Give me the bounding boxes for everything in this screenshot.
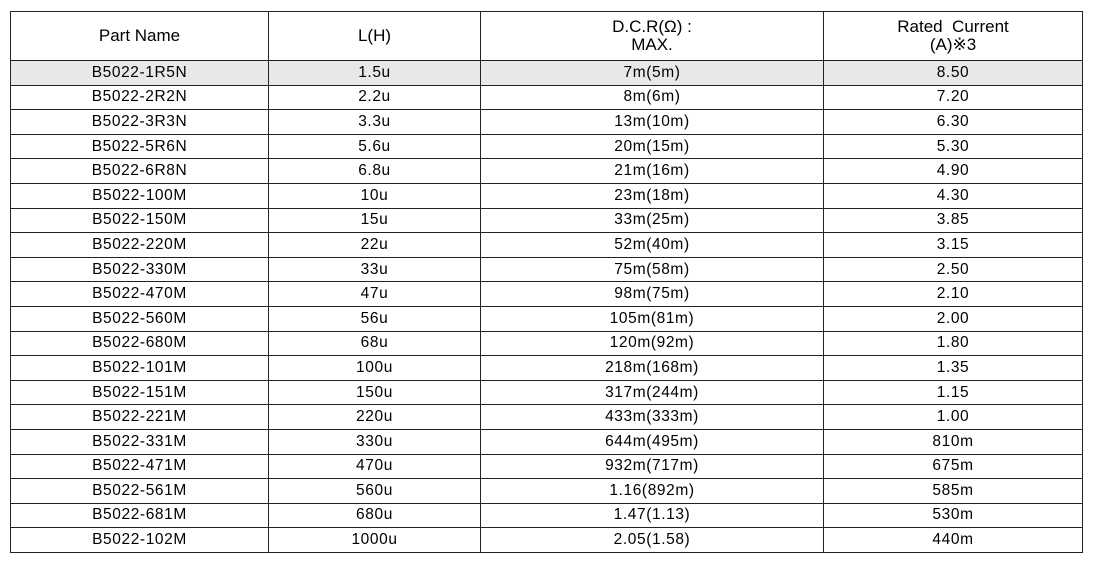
rated-current-cell: 1.00 [824, 405, 1083, 430]
header-inductance [269, 12, 481, 61]
table-row [11, 282, 1083, 307]
inductance-cell: 1000u [269, 528, 481, 553]
inductance-cell: 47u [269, 282, 481, 307]
inductance-cell: 6.8u [269, 159, 481, 184]
table-header [11, 12, 1083, 61]
inductance-cell: 680u [269, 503, 481, 528]
table-row [11, 380, 1083, 405]
dcr-cell: 21m(16m) [481, 159, 824, 184]
header-rated-current [824, 12, 1083, 61]
rated-current-cell: 810m [824, 429, 1083, 454]
dcr-cell: 218m(168m) [481, 356, 824, 381]
part-name-cell: B5022-102M [11, 528, 269, 553]
rated-current-cell: 7.20 [824, 85, 1083, 110]
inductance-cell: 220u [269, 405, 481, 430]
part-name-cell: B5022-6R8N [11, 159, 269, 184]
table-row [11, 528, 1083, 553]
rated-current-cell: 2.50 [824, 257, 1083, 282]
part-name-cell: B5022-1R5N [11, 61, 269, 86]
rated-current-cell: 2.00 [824, 306, 1083, 331]
rated-current-cell: 4.30 [824, 183, 1083, 208]
part-name-cell: B5022-331M [11, 429, 269, 454]
part-name-cell: B5022-100M [11, 183, 269, 208]
rated-current-cell: 585m [824, 479, 1083, 504]
part-name-cell: B5022-680M [11, 331, 269, 356]
part-name-cell: B5022-2R2N [11, 85, 269, 110]
rated-current-cell: 530m [824, 503, 1083, 528]
table-row [11, 429, 1083, 454]
table-row [11, 183, 1083, 208]
table-row [11, 257, 1083, 282]
dcr-cell: 13m(10m) [481, 110, 824, 135]
dcr-cell: 7m(5m) [481, 61, 824, 86]
rated-current-cell: 675m [824, 454, 1083, 479]
table-row [11, 306, 1083, 331]
rated-current-cell: 1.35 [824, 356, 1083, 381]
inductance-cell: 3.3u [269, 110, 481, 135]
header-inductance-text: L(H) [357, 26, 392, 45]
dcr-cell: 433m(333m) [481, 405, 824, 430]
dcr-cell: 33m(25m) [481, 208, 824, 233]
dcr-cell: 105m(81m) [481, 306, 824, 331]
dcr-cell: 120m(92m) [481, 331, 824, 356]
rated-current-cell: 5.30 [824, 134, 1083, 159]
table-row [11, 61, 1083, 86]
table-row [11, 331, 1083, 356]
table-row [11, 233, 1083, 258]
dcr-cell: 8m(6m) [481, 85, 824, 110]
dcr-cell: 75m(58m) [481, 257, 824, 282]
inductance-cell: 150u [269, 380, 481, 405]
table-row [11, 134, 1083, 159]
part-name-cell: B5022-221M [11, 405, 269, 430]
rated-current-cell: 2.10 [824, 282, 1083, 307]
inductance-cell: 15u [269, 208, 481, 233]
dcr-cell: 644m(495m) [481, 429, 824, 454]
dcr-cell: 52m(40m) [481, 233, 824, 258]
inductance-cell: 10u [269, 183, 481, 208]
inductance-cell: 56u [269, 306, 481, 331]
inductance-cell: 330u [269, 429, 481, 454]
table-row [11, 110, 1083, 135]
dcr-cell: 20m(15m) [481, 134, 824, 159]
table-body [11, 61, 1083, 553]
table-row [11, 405, 1083, 430]
header-row [11, 12, 1083, 61]
header-part-name-text: Part Name [98, 26, 181, 45]
header-rated-current-line-2: (A)※3 [929, 35, 977, 54]
table-row [11, 503, 1083, 528]
rated-current-cell: 3.15 [824, 233, 1083, 258]
header-dcr [481, 12, 824, 61]
table-row [11, 356, 1083, 381]
header-rated-current-line-1: Rated Current [897, 17, 1009, 36]
part-name-cell: B5022-151M [11, 380, 269, 405]
part-name-cell: B5022-471M [11, 454, 269, 479]
part-name-cell: B5022-3R3N [11, 110, 269, 135]
header-part-name [11, 12, 269, 61]
part-name-cell: B5022-220M [11, 233, 269, 258]
part-name-cell: B5022-150M [11, 208, 269, 233]
rated-current-cell: 1.80 [824, 331, 1083, 356]
rated-current-cell: 8.50 [824, 61, 1083, 86]
table-row [11, 454, 1083, 479]
inductance-cell: 33u [269, 257, 481, 282]
dcr-cell: 98m(75m) [481, 282, 824, 307]
rated-current-cell: 4.90 [824, 159, 1083, 184]
dcr-cell: 932m(717m) [481, 454, 824, 479]
inductance-cell: 5.6u [269, 134, 481, 159]
header-dcr-line-2: MAX. [631, 35, 673, 54]
table-row [11, 479, 1083, 504]
rated-current-cell: 440m [824, 528, 1083, 553]
inductance-cell: 22u [269, 233, 481, 258]
part-name-cell: B5022-560M [11, 306, 269, 331]
part-name-cell: B5022-681M [11, 503, 269, 528]
inductor-spec-table [10, 11, 1083, 553]
dcr-cell: 1.16(892m) [481, 479, 824, 504]
part-name-cell: B5022-470M [11, 282, 269, 307]
rated-current-cell: 6.30 [824, 110, 1083, 135]
inductance-cell: 2.2u [269, 85, 481, 110]
dcr-cell: 2.05(1.58) [481, 528, 824, 553]
rated-current-cell: 3.85 [824, 208, 1083, 233]
part-name-cell: B5022-561M [11, 479, 269, 504]
rated-current-cell: 1.15 [824, 380, 1083, 405]
inductance-cell: 560u [269, 479, 481, 504]
table-row [11, 85, 1083, 110]
dcr-cell: 317m(244m) [481, 380, 824, 405]
dcr-cell: 1.47(1.13) [481, 503, 824, 528]
inductance-cell: 1.5u [269, 61, 481, 86]
header-dcr-line-1: D.C.R(Ω) : [612, 17, 692, 36]
dcr-cell: 23m(18m) [481, 183, 824, 208]
table-row [11, 159, 1083, 184]
inductance-cell: 68u [269, 331, 481, 356]
part-name-cell: B5022-101M [11, 356, 269, 381]
part-name-cell: B5022-330M [11, 257, 269, 282]
inductance-cell: 470u [269, 454, 481, 479]
table-row [11, 208, 1083, 233]
inductance-cell: 100u [269, 356, 481, 381]
part-name-cell: B5022-5R6N [11, 134, 269, 159]
